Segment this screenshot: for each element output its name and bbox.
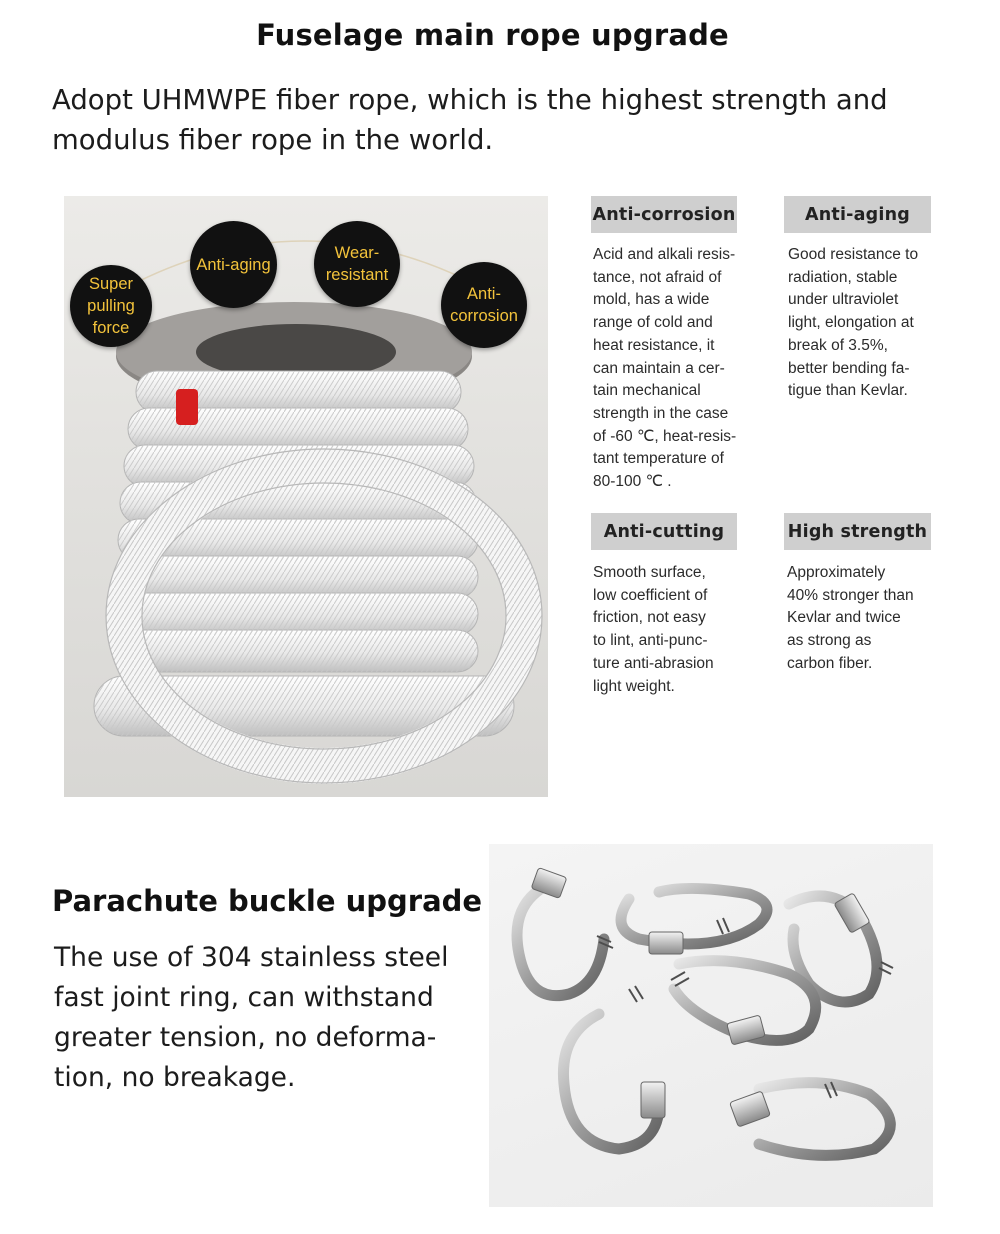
feature-text-anti-cutting: Smooth surface, low coefficient of friction, not easy to lint, anti-punc- ture anti-abrasion light weight. (593, 564, 714, 695)
feature-text-anti-corrosion: Acid and alkali resis- tance, not afraid of mold, has a wide range of cold and heat resistance, it can maintain a cer- tain mechanical strength in the case of -60 ℃, heat-resis- tant temperature of 80-100 ℃ . (593, 246, 737, 491)
feature-text-high-strength: Approximately 40% stronger than Kevlar and twice as strong as carbon fiber. (787, 564, 914, 672)
bubble-anti-aging: Anti-aging (190, 221, 277, 308)
feature-heading-anti-aging: Anti-aging (784, 196, 931, 233)
bubble-anti-corrosion: Anti- corrosion (441, 262, 527, 348)
bubble-wear-resistant: Wear- resistant (314, 221, 400, 307)
feature-text-anti-aging: Good resistance to radiation, stable under ultraviolet light, elongation at break of 3.5%, better bending fa- tigue than Kevlar. (788, 246, 919, 400)
bubble-super-pulling-force: Super pulling force (70, 265, 152, 347)
quick-link-illustration (489, 844, 933, 1207)
rope-red-marker (176, 389, 198, 425)
rope-section-intro: Adopt UHMWPE fiber rope, which is the highest strength and modulus fiber rope in the world. (52, 84, 888, 156)
buckle-section-text: The use of 304 stainless steel fast joint ring, can withstand greater tension, no deforma- tion, no breakage. (54, 942, 449, 1093)
rope-section-title: Fuselage main rope upgrade (256, 18, 729, 52)
feature-heading-high-strength: High strength (784, 513, 931, 550)
buckle-section-title: Parachute buckle upgrade (52, 884, 483, 918)
rope-spool-photo (64, 196, 548, 797)
feature-heading-anti-corrosion: Anti-corrosion (591, 196, 737, 233)
quick-links-photo (489, 844, 933, 1207)
feature-heading-anti-cutting: Anti-cutting (591, 513, 737, 550)
